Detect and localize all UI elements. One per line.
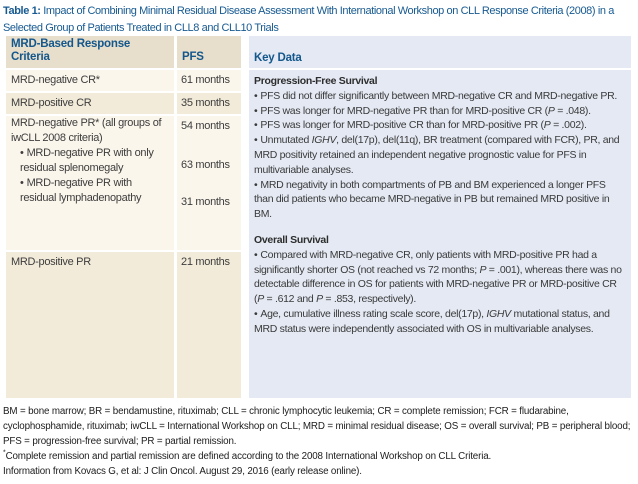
bullet-text: Age, cumulative illness rating scale score, del(17p), IGHV mutational status, and MRD status were independently associated with OS in multivariable analyses. [254, 307, 610, 335]
table-number-label: Table 1: [3, 5, 41, 17]
key-data-bullet [254, 118, 625, 133]
bullet-text: PFS was longer for MRD-negative PR than for MRD-positive CR (P = .048). [260, 104, 591, 117]
bullet-text: PFS was longer for MRD-positive CR than for MRD-positive PR (P = .002). [260, 119, 587, 132]
bullet-text: Unmutated IGHV, del(17p), del(11q), BR treatment (compared with FCR), PR, and MRD positivity retained an independent negative prognostic value for PFS in multivariable analyses. [254, 134, 620, 176]
bullet-icon: • [254, 178, 258, 191]
bullet-icon: • [254, 119, 258, 132]
key-data-section-os [254, 233, 625, 337]
footnote-asterisk [3, 449, 635, 464]
table-title-text: Impact of Combining Minimal Residual Disease Assessment With International Workshop on CLL Response Criteria (2008) in a Selected Group of Patients Treated in CLL8 and CLL10 Trials [3, 5, 614, 34]
key-data-bullet [254, 248, 625, 307]
pfs-value: 63 months [181, 159, 230, 171]
section-heading: Overall Survival [254, 233, 329, 246]
bullet-icon: • [254, 248, 258, 261]
key-data-bullet [254, 307, 625, 337]
table-row [6, 70, 241, 91]
bullet-icon: • [254, 89, 258, 102]
table-title [3, 3, 635, 36]
criteria-sub-item [11, 176, 170, 206]
key-data-panel [249, 70, 631, 398]
bullet-icon: • [254, 307, 258, 320]
criteria-text: MRD-negative PR with residual lymphadenopathy [20, 177, 142, 204]
criteria-cell: MRD-negative CR* [6, 70, 174, 91]
pfs-cell-group [177, 116, 241, 250]
bullet-icon: • [254, 134, 258, 147]
key-data-column [249, 36, 631, 398]
key-data-bullet [254, 89, 625, 104]
bullet-text: Compared with MRD-negative CR, only patients with MRD-positive PR had a significantly shorter OS (not reached vs 72 months; P = .001), whereas there was no detectable difference in OS for patients with MRD-negative PR or MRD-positive CR (P = .612 and P = .853, respectively). [254, 248, 622, 306]
criteria-sub-item [11, 146, 170, 176]
column-header-key-data: Key Data [249, 36, 631, 68]
criteria-cell-group [6, 116, 174, 250]
key-data-bullet [254, 178, 625, 222]
criteria-pfs-columns [6, 36, 241, 398]
pfs-cell: 35 months [177, 93, 241, 114]
bullet-text: PFS did not differ significantly between MRD-negative CR and MRD-negative PR. [260, 89, 618, 102]
header-row [6, 36, 241, 68]
criteria-cell: MRD-positive CR [6, 93, 174, 114]
asterisk-note-text: Complete remission and partial remission are defined according to the 2008 International Workshop on CLL Criteria. [5, 451, 492, 462]
bullet-text: MRD negativity in both compartments of PB and BM experienced a longer PFS than did patients who became MRD-negative in PB but remained MRD positive in BM. [254, 178, 610, 221]
pfs-cell: 21 months [177, 252, 241, 398]
criteria-text: MRD-negative PR* (all groups of iwCLL 2008 criteria) [11, 117, 162, 144]
criteria-text: MRD-negative PR with only residual splenomegaly [20, 147, 154, 174]
column-header-criteria: MRD-Based Response Criteria [6, 36, 174, 68]
table-row-group [6, 116, 241, 250]
table-row [6, 93, 241, 114]
table-row [6, 252, 241, 398]
column-header-pfs: PFS [177, 36, 241, 68]
key-data-bullet [254, 133, 625, 177]
pfs-value: 31 months [181, 196, 230, 208]
bullet-icon: • [20, 147, 24, 159]
criteria-cell: MRD-positive PR [6, 252, 174, 398]
key-data-section-pfs [254, 74, 625, 222]
pfs-value: 54 months [181, 120, 230, 132]
bullet-icon: • [20, 177, 24, 189]
data-table [6, 36, 631, 398]
footnotes [3, 404, 635, 479]
pfs-cell: 61 months [177, 70, 241, 91]
footnote-abbreviations: BM = bone marrow; BR = bendamustine, rituximab; CLL = chronic lymphocytic leukemia; CR = complete remission; FCR = fludarabine, cyclophosphamide, rituximab; iwCLL = International Workshop on CLL; MRD = minimal residual disease; OS = overall survival; PB = peripheral blood; PFS = progression-free survival; PR = partial remission. [3, 406, 631, 447]
bullet-icon: • [254, 104, 258, 117]
key-data-bullet [254, 104, 625, 119]
footnote-source: Information from Kovacs G, et al: J Clin Oncol. August 29, 2016 (early release online). [3, 466, 362, 477]
section-heading: Progression-Free Survival [254, 75, 378, 87]
asterisk-marker: * [3, 449, 6, 457]
